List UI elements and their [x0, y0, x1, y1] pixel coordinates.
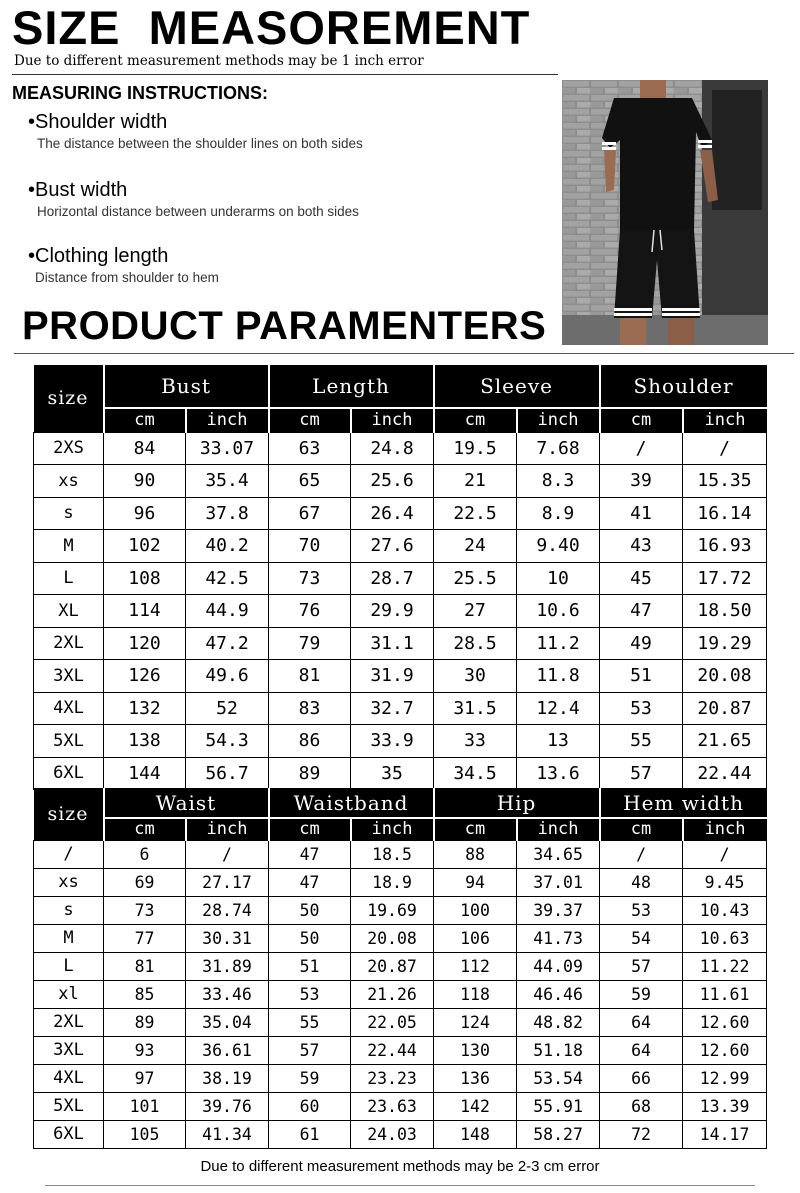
- value-cell: 22.5: [434, 497, 517, 530]
- value-cell: 8.3: [517, 465, 600, 498]
- size-cell: s: [34, 497, 104, 530]
- value-cell: 28.74: [186, 896, 269, 924]
- value-cell: 39: [600, 465, 683, 498]
- value-cell: 142: [434, 1092, 517, 1120]
- value-cell: 69: [104, 868, 186, 896]
- value-cell: 30.31: [186, 924, 269, 952]
- size-cell: XL: [34, 595, 104, 628]
- table-row: [34, 1064, 767, 1092]
- value-cell: 120: [104, 627, 186, 660]
- value-cell: 106: [434, 924, 517, 952]
- value-cell: 65: [269, 465, 351, 498]
- value-cell: 34.65: [517, 840, 600, 868]
- value-cell: 12.99: [683, 1064, 767, 1092]
- top-size-table: [33, 365, 767, 790]
- value-cell: 52: [186, 692, 269, 725]
- divider: [12, 74, 558, 75]
- value-cell: 24: [434, 530, 517, 563]
- value-cell: 55: [269, 1008, 351, 1036]
- value-cell: 61: [269, 1120, 351, 1148]
- size-header: size: [34, 788, 104, 840]
- instruction-shoulder: [28, 111, 363, 151]
- value-cell: /: [600, 432, 683, 465]
- value-cell: 54.3: [186, 725, 269, 758]
- value-cell: 94: [434, 868, 517, 896]
- value-cell: 6: [104, 840, 186, 868]
- value-cell: 57: [269, 1036, 351, 1064]
- value-cell: 81: [269, 660, 351, 693]
- value-cell: 112: [434, 952, 517, 980]
- size-cell: xl: [34, 980, 104, 1008]
- value-cell: 11.8: [517, 660, 600, 693]
- unit-inch: inch: [683, 818, 767, 840]
- value-cell: 10.63: [683, 924, 767, 952]
- value-cell: 31.9: [351, 660, 434, 693]
- instruction-length: [28, 245, 219, 285]
- size-cell: 3XL: [34, 660, 104, 693]
- value-cell: 79: [269, 627, 351, 660]
- value-cell: 56.7: [186, 757, 269, 790]
- value-cell: 130: [434, 1036, 517, 1064]
- value-cell: 31.1: [351, 627, 434, 660]
- value-cell: 8.9: [517, 497, 600, 530]
- value-cell: 25.6: [351, 465, 434, 498]
- value-cell: 25.5: [434, 562, 517, 595]
- value-cell: 47: [600, 595, 683, 628]
- value-cell: 51.18: [517, 1036, 600, 1064]
- value-cell: 27: [434, 595, 517, 628]
- value-cell: 18.9: [351, 868, 434, 896]
- value-cell: 53: [600, 692, 683, 725]
- size-cell: 6XL: [34, 757, 104, 790]
- value-cell: 49: [600, 627, 683, 660]
- group-header-waist: Waist: [104, 788, 269, 818]
- value-cell: 41.73: [517, 924, 600, 952]
- value-cell: 53.54: [517, 1064, 600, 1092]
- size-cell: xs: [34, 465, 104, 498]
- table-row: [34, 627, 767, 660]
- value-cell: 22.44: [683, 757, 767, 790]
- value-cell: 53: [269, 980, 351, 1008]
- value-cell: 105: [104, 1120, 186, 1148]
- value-cell: 48: [600, 868, 683, 896]
- value-cell: 70: [269, 530, 351, 563]
- value-cell: 73: [104, 896, 186, 924]
- value-cell: 28.5: [434, 627, 517, 660]
- value-cell: 41.34: [186, 1120, 269, 1148]
- value-cell: 100: [434, 896, 517, 924]
- unit-inch: inch: [517, 408, 600, 432]
- size-cell: L: [34, 952, 104, 980]
- value-cell: 11.2: [517, 627, 600, 660]
- value-cell: 10.43: [683, 896, 767, 924]
- value-cell: 21: [434, 465, 517, 498]
- value-cell: /: [186, 840, 269, 868]
- value-cell: 60: [269, 1092, 351, 1120]
- value-cell: 55.91: [517, 1092, 600, 1120]
- page-title: SIZE MEASOREMENT: [12, 1, 531, 54]
- value-cell: 126: [104, 660, 186, 693]
- value-cell: 33.46: [186, 980, 269, 1008]
- value-cell: 88: [434, 840, 517, 868]
- value-cell: 76: [269, 595, 351, 628]
- value-cell: 45: [600, 562, 683, 595]
- instruction-desc: Horizontal distance between underarms on both sides: [37, 204, 359, 219]
- size-cell: xs: [34, 868, 104, 896]
- value-cell: 9.45: [683, 868, 767, 896]
- value-cell: 19.69: [351, 896, 434, 924]
- value-cell: 57: [600, 757, 683, 790]
- value-cell: 132: [104, 692, 186, 725]
- value-cell: 83: [269, 692, 351, 725]
- table-row: [34, 840, 767, 868]
- value-cell: 16.93: [683, 530, 767, 563]
- unit-cm: cm: [600, 818, 683, 840]
- table-row: [34, 432, 767, 465]
- value-cell: 50: [269, 924, 351, 952]
- value-cell: 40.2: [186, 530, 269, 563]
- value-cell: 16.14: [683, 497, 767, 530]
- value-cell: 118: [434, 980, 517, 1008]
- instructions-heading: MEASURING INSTRUCTIONS:: [12, 83, 268, 103]
- value-cell: 29.9: [351, 595, 434, 628]
- value-cell: 13.6: [517, 757, 600, 790]
- group-header-hip: Hip: [434, 788, 600, 818]
- bottom-size-table: [33, 788, 767, 1149]
- value-cell: 44.9: [186, 595, 269, 628]
- value-cell: 37.01: [517, 868, 600, 896]
- group-header-length: Length: [269, 365, 434, 408]
- value-cell: 21.65: [683, 725, 767, 758]
- value-cell: 86: [269, 725, 351, 758]
- value-cell: 30: [434, 660, 517, 693]
- size-cell: M: [34, 924, 104, 952]
- value-cell: 77: [104, 924, 186, 952]
- value-cell: 10.6: [517, 595, 600, 628]
- instruction-bust: [28, 179, 359, 219]
- value-cell: 96: [104, 497, 186, 530]
- value-cell: 27.6: [351, 530, 434, 563]
- value-cell: 18.5: [351, 840, 434, 868]
- value-cell: 73: [269, 562, 351, 595]
- value-cell: 12.60: [683, 1008, 767, 1036]
- value-cell: 13: [517, 725, 600, 758]
- value-cell: 17.72: [683, 562, 767, 595]
- value-cell: 11.61: [683, 980, 767, 1008]
- value-cell: 12.4: [517, 692, 600, 725]
- value-cell: 20.08: [683, 660, 767, 693]
- size-header: size: [34, 365, 104, 432]
- value-cell: 43: [600, 530, 683, 563]
- value-cell: 13.39: [683, 1092, 767, 1120]
- value-cell: 68: [600, 1092, 683, 1120]
- value-cell: 9.40: [517, 530, 600, 563]
- value-cell: 33: [434, 725, 517, 758]
- value-cell: 72: [600, 1120, 683, 1148]
- value-cell: 46.46: [517, 980, 600, 1008]
- size-cell: 3XL: [34, 1036, 104, 1064]
- value-cell: 34.5: [434, 757, 517, 790]
- value-cell: 138: [104, 725, 186, 758]
- value-cell: 90: [104, 465, 186, 498]
- value-cell: 35.04: [186, 1008, 269, 1036]
- table-row: [34, 924, 767, 952]
- value-cell: 47: [269, 868, 351, 896]
- table-row: [34, 1092, 767, 1120]
- value-cell: 24.03: [351, 1120, 434, 1148]
- value-cell: 101: [104, 1092, 186, 1120]
- value-cell: 19.29: [683, 627, 767, 660]
- value-cell: 42.5: [186, 562, 269, 595]
- size-cell: 2XL: [34, 1008, 104, 1036]
- value-cell: 59: [600, 980, 683, 1008]
- value-cell: /: [683, 432, 767, 465]
- value-cell: 26.4: [351, 497, 434, 530]
- value-cell: 24.8: [351, 432, 434, 465]
- unit-inch: inch: [683, 408, 767, 432]
- value-cell: 33.07: [186, 432, 269, 465]
- value-cell: 35.4: [186, 465, 269, 498]
- value-cell: 59: [269, 1064, 351, 1092]
- measurement-error-note: Due to different measurement methods may be 1 inch error: [14, 53, 424, 69]
- value-cell: 22.05: [351, 1008, 434, 1036]
- value-cell: 144: [104, 757, 186, 790]
- size-cell: 5XL: [34, 725, 104, 758]
- unit-inch: inch: [186, 818, 269, 840]
- table-row: [34, 692, 767, 725]
- value-cell: 93: [104, 1036, 186, 1064]
- value-cell: 58.27: [517, 1120, 600, 1148]
- value-cell: 39.76: [186, 1092, 269, 1120]
- size-cell: M: [34, 530, 104, 563]
- value-cell: 114: [104, 595, 186, 628]
- size-cell: 2XL: [34, 627, 104, 660]
- group-header-sleeve: Sleeve: [434, 365, 600, 408]
- product-photo: [562, 80, 768, 345]
- value-cell: /: [683, 840, 767, 868]
- unit-cm: cm: [269, 818, 351, 840]
- value-cell: 14.17: [683, 1120, 767, 1148]
- product-parameters-heading: PRODUCT PARAMENTERS: [22, 304, 547, 348]
- value-cell: 64: [600, 1036, 683, 1064]
- value-cell: 20.87: [683, 692, 767, 725]
- group-header-hem-width: Hem width: [600, 788, 767, 818]
- value-cell: 124: [434, 1008, 517, 1036]
- value-cell: 84: [104, 432, 186, 465]
- unit-inch: inch: [351, 408, 434, 432]
- size-cell: 4XL: [34, 1064, 104, 1092]
- unit-cm: cm: [434, 408, 517, 432]
- value-cell: 23.63: [351, 1092, 434, 1120]
- size-cell: 4XL: [34, 692, 104, 725]
- size-cell: /: [34, 840, 104, 868]
- group-header-bust: Bust: [104, 365, 269, 408]
- value-cell: 47.2: [186, 627, 269, 660]
- value-cell: 108: [104, 562, 186, 595]
- table-row: [34, 1120, 767, 1148]
- value-cell: 20.87: [351, 952, 434, 980]
- value-cell: 50: [269, 896, 351, 924]
- table-row: [34, 868, 767, 896]
- value-cell: 53: [600, 896, 683, 924]
- value-cell: 51: [269, 952, 351, 980]
- value-cell: 63: [269, 432, 351, 465]
- value-cell: 33.9: [351, 725, 434, 758]
- value-cell: 27.17: [186, 868, 269, 896]
- value-cell: 47: [269, 840, 351, 868]
- value-cell: 22.44: [351, 1036, 434, 1064]
- group-header-shoulder: Shoulder: [600, 365, 767, 408]
- unit-cm: cm: [104, 408, 186, 432]
- size-cell: 5XL: [34, 1092, 104, 1120]
- table-row: [34, 595, 767, 628]
- table-row: [34, 562, 767, 595]
- value-cell: 136: [434, 1064, 517, 1092]
- size-cell: s: [34, 896, 104, 924]
- value-cell: 89: [104, 1008, 186, 1036]
- value-cell: 85: [104, 980, 186, 1008]
- footer-error-note: Due to different measurement methods may be 2-3 cm error: [200, 1158, 600, 1175]
- value-cell: 32.7: [351, 692, 434, 725]
- value-cell: 20.08: [351, 924, 434, 952]
- value-cell: 31.5: [434, 692, 517, 725]
- table-row: [34, 530, 767, 563]
- size-cell: 2XS: [34, 432, 104, 465]
- value-cell: 97: [104, 1064, 186, 1092]
- value-cell: 41: [600, 497, 683, 530]
- table-row: [34, 896, 767, 924]
- table-row: [34, 660, 767, 693]
- value-cell: 31.89: [186, 952, 269, 980]
- value-cell: 18.50: [683, 595, 767, 628]
- value-cell: 39.37: [517, 896, 600, 924]
- value-cell: 23.23: [351, 1064, 434, 1092]
- value-cell: 67: [269, 497, 351, 530]
- divider: [45, 1185, 755, 1186]
- value-cell: 64: [600, 1008, 683, 1036]
- unit-cm: cm: [434, 818, 517, 840]
- value-cell: 35: [351, 757, 434, 790]
- unit-cm: cm: [269, 408, 351, 432]
- value-cell: 51: [600, 660, 683, 693]
- value-cell: 15.35: [683, 465, 767, 498]
- value-cell: 54: [600, 924, 683, 952]
- table-row: [34, 497, 767, 530]
- unit-inch: inch: [517, 818, 600, 840]
- value-cell: 38.19: [186, 1064, 269, 1092]
- table-row: [34, 980, 767, 1008]
- value-cell: 55: [600, 725, 683, 758]
- value-cell: 12.60: [683, 1036, 767, 1064]
- value-cell: 7.68: [517, 432, 600, 465]
- instruction-label: •Bust width: [28, 179, 128, 201]
- instruction-label: •Clothing length: [28, 245, 169, 267]
- unit-inch: inch: [186, 408, 269, 432]
- table-row: [34, 1036, 767, 1064]
- value-cell: 49.6: [186, 660, 269, 693]
- value-cell: 48.82: [517, 1008, 600, 1036]
- value-cell: 11.22: [683, 952, 767, 980]
- unit-inch: inch: [351, 818, 434, 840]
- instruction-desc: The distance between the shoulder lines on both sides: [37, 136, 363, 151]
- unit-cm: cm: [104, 818, 186, 840]
- size-cell: 6XL: [34, 1120, 104, 1148]
- table-row: [34, 1008, 767, 1036]
- value-cell: 44.09: [517, 952, 600, 980]
- value-cell: 81: [104, 952, 186, 980]
- size-cell: L: [34, 562, 104, 595]
- value-cell: 148: [434, 1120, 517, 1148]
- group-header-waistband: Waistband: [269, 788, 434, 818]
- unit-cm: cm: [600, 408, 683, 432]
- value-cell: 21.26: [351, 980, 434, 1008]
- value-cell: 37.8: [186, 497, 269, 530]
- divider: [14, 353, 794, 354]
- value-cell: 66: [600, 1064, 683, 1092]
- value-cell: 19.5: [434, 432, 517, 465]
- table-row: [34, 465, 767, 498]
- value-cell: 36.61: [186, 1036, 269, 1064]
- instruction-desc: Distance from shoulder to hem: [35, 270, 219, 285]
- value-cell: 28.7: [351, 562, 434, 595]
- table-row: [34, 952, 767, 980]
- table-row: [34, 725, 767, 758]
- value-cell: /: [600, 840, 683, 868]
- value-cell: 57: [600, 952, 683, 980]
- instruction-label: •Shoulder width: [28, 111, 168, 133]
- value-cell: 102: [104, 530, 186, 563]
- value-cell: 10: [517, 562, 600, 595]
- value-cell: 89: [269, 757, 351, 790]
- table-row: [34, 757, 767, 790]
